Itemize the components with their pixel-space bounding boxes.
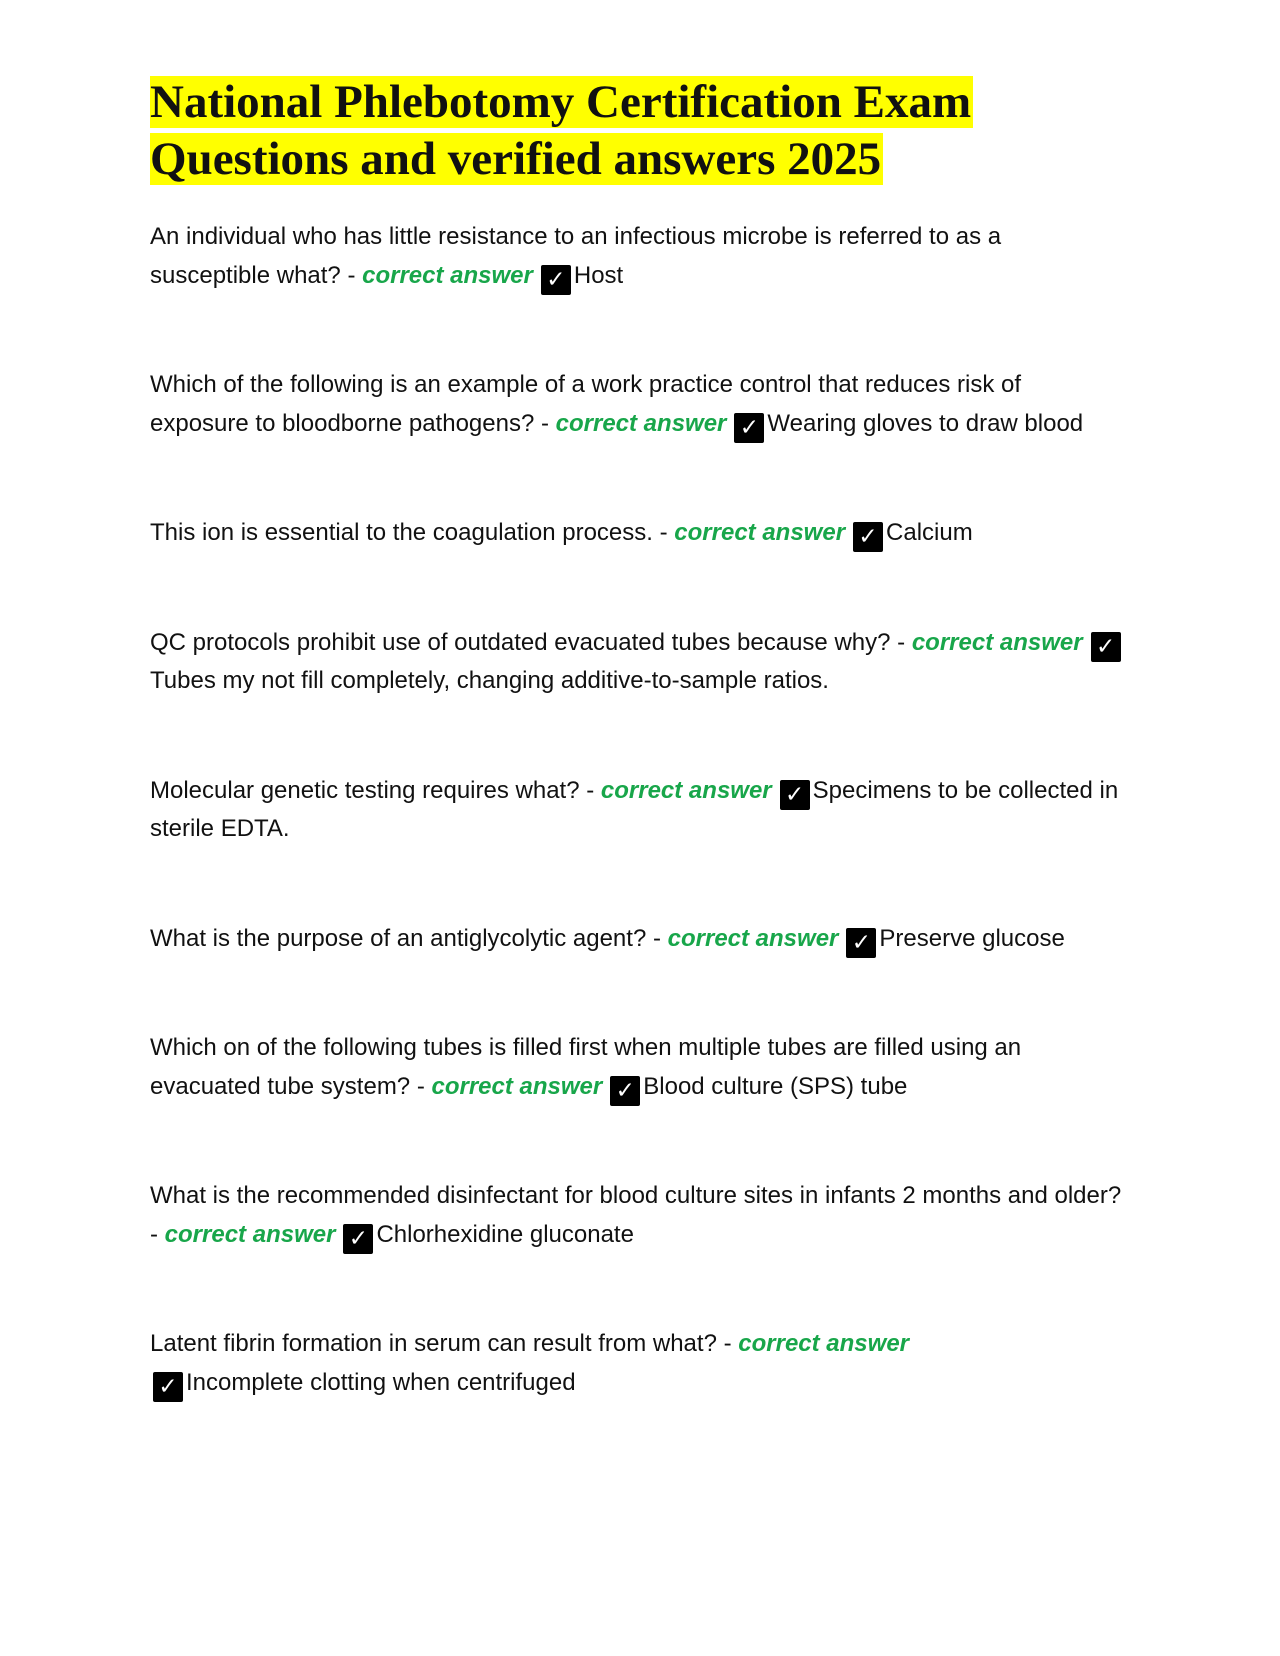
qa-item-3: [150, 514, 1125, 553]
correct-answer-label: correct answer: [674, 519, 846, 546]
document-page: [150, 74, 1125, 1473]
correct-answer-label: correct answer: [164, 1220, 336, 1248]
correct-answer-label: correct answer: [911, 628, 1083, 656]
checkmark-icon: ✓: [846, 928, 876, 958]
correct-answer-label: correct answer: [555, 409, 727, 437]
qa-item-4: [150, 624, 1125, 701]
answer-text: Blood culture (SPS) tube: [643, 1072, 908, 1100]
answer-text: Incomplete clotting when centrifuged: [186, 1368, 576, 1396]
title-line-2: Questions and verified answers 2025: [150, 133, 882, 185]
qa-item-6: [150, 920, 1125, 959]
checkmark-icon: ✓: [610, 1076, 640, 1106]
question-text: Which on of the following tubes is filled first when multiple tubes are filled using an evacuated tube system? -: [150, 1034, 1022, 1100]
checkmark-icon: ✓: [780, 780, 810, 810]
checkmark-icon: ✓: [153, 1372, 183, 1402]
question-text: Which of the following is an example of a work practice control that reduces risk of exposure to bloodborne pathogens? -: [150, 371, 1022, 437]
correct-answer-label: correct answer: [431, 1072, 603, 1100]
question-text: What is the purpose of an antiglycolytic agent? -: [150, 924, 668, 952]
answer-text: Host: [573, 261, 624, 289]
qa-item-9: [150, 1325, 1125, 1402]
question-text: What is the recommended disinfectant for blood culture sites in infants 2 months and older? -: [150, 1182, 1122, 1248]
checkmark-icon: ✓: [853, 522, 883, 552]
question-text: Latent fibrin formation in serum can result from what? -: [150, 1330, 739, 1357]
checkmark-icon: ✓: [1091, 632, 1121, 662]
qa-item-7: [150, 1029, 1125, 1106]
qa-item-8: [150, 1177, 1125, 1254]
answer-text: Specimens to be collected in sterile EDTA.: [150, 776, 1119, 842]
correct-answer-label: correct answer: [600, 776, 772, 804]
answer-text: Wearing gloves to draw blood: [767, 409, 1084, 437]
answer-text: Calcium: [886, 519, 973, 546]
document-title: [150, 74, 1125, 188]
checkmark-icon: ✓: [541, 265, 571, 295]
correct-answer-label: correct answer: [667, 924, 839, 952]
checkmark-icon: ✓: [734, 413, 764, 443]
answer-text: Tubes my not fill completely, changing additive-to-sample ratios.: [150, 667, 829, 694]
question-text: Molecular genetic testing requires what? -: [150, 776, 601, 804]
qa-item-1: [150, 218, 1125, 295]
checkmark-icon: ✓: [343, 1224, 373, 1254]
answer-text: Chlorhexidine gluconate: [376, 1220, 634, 1248]
question-text: QC protocols prohibit use of outdated evacuated tubes because why? -: [150, 628, 912, 656]
qa-item-2: [150, 366, 1125, 443]
answer-text: Preserve glucose: [879, 924, 1065, 952]
correct-answer-label: correct answer: [738, 1330, 910, 1357]
question-text: An individual who has little resistance to an infectious microbe is referred to as a susceptible what? -: [150, 223, 1002, 289]
correct-answer-label: correct answer: [362, 261, 533, 289]
qa-item-5: [150, 772, 1125, 849]
title-line-1: National Phlebotomy Certification Exam: [150, 76, 972, 128]
question-text: This ion is essential to the coagulation process. -: [150, 519, 675, 546]
